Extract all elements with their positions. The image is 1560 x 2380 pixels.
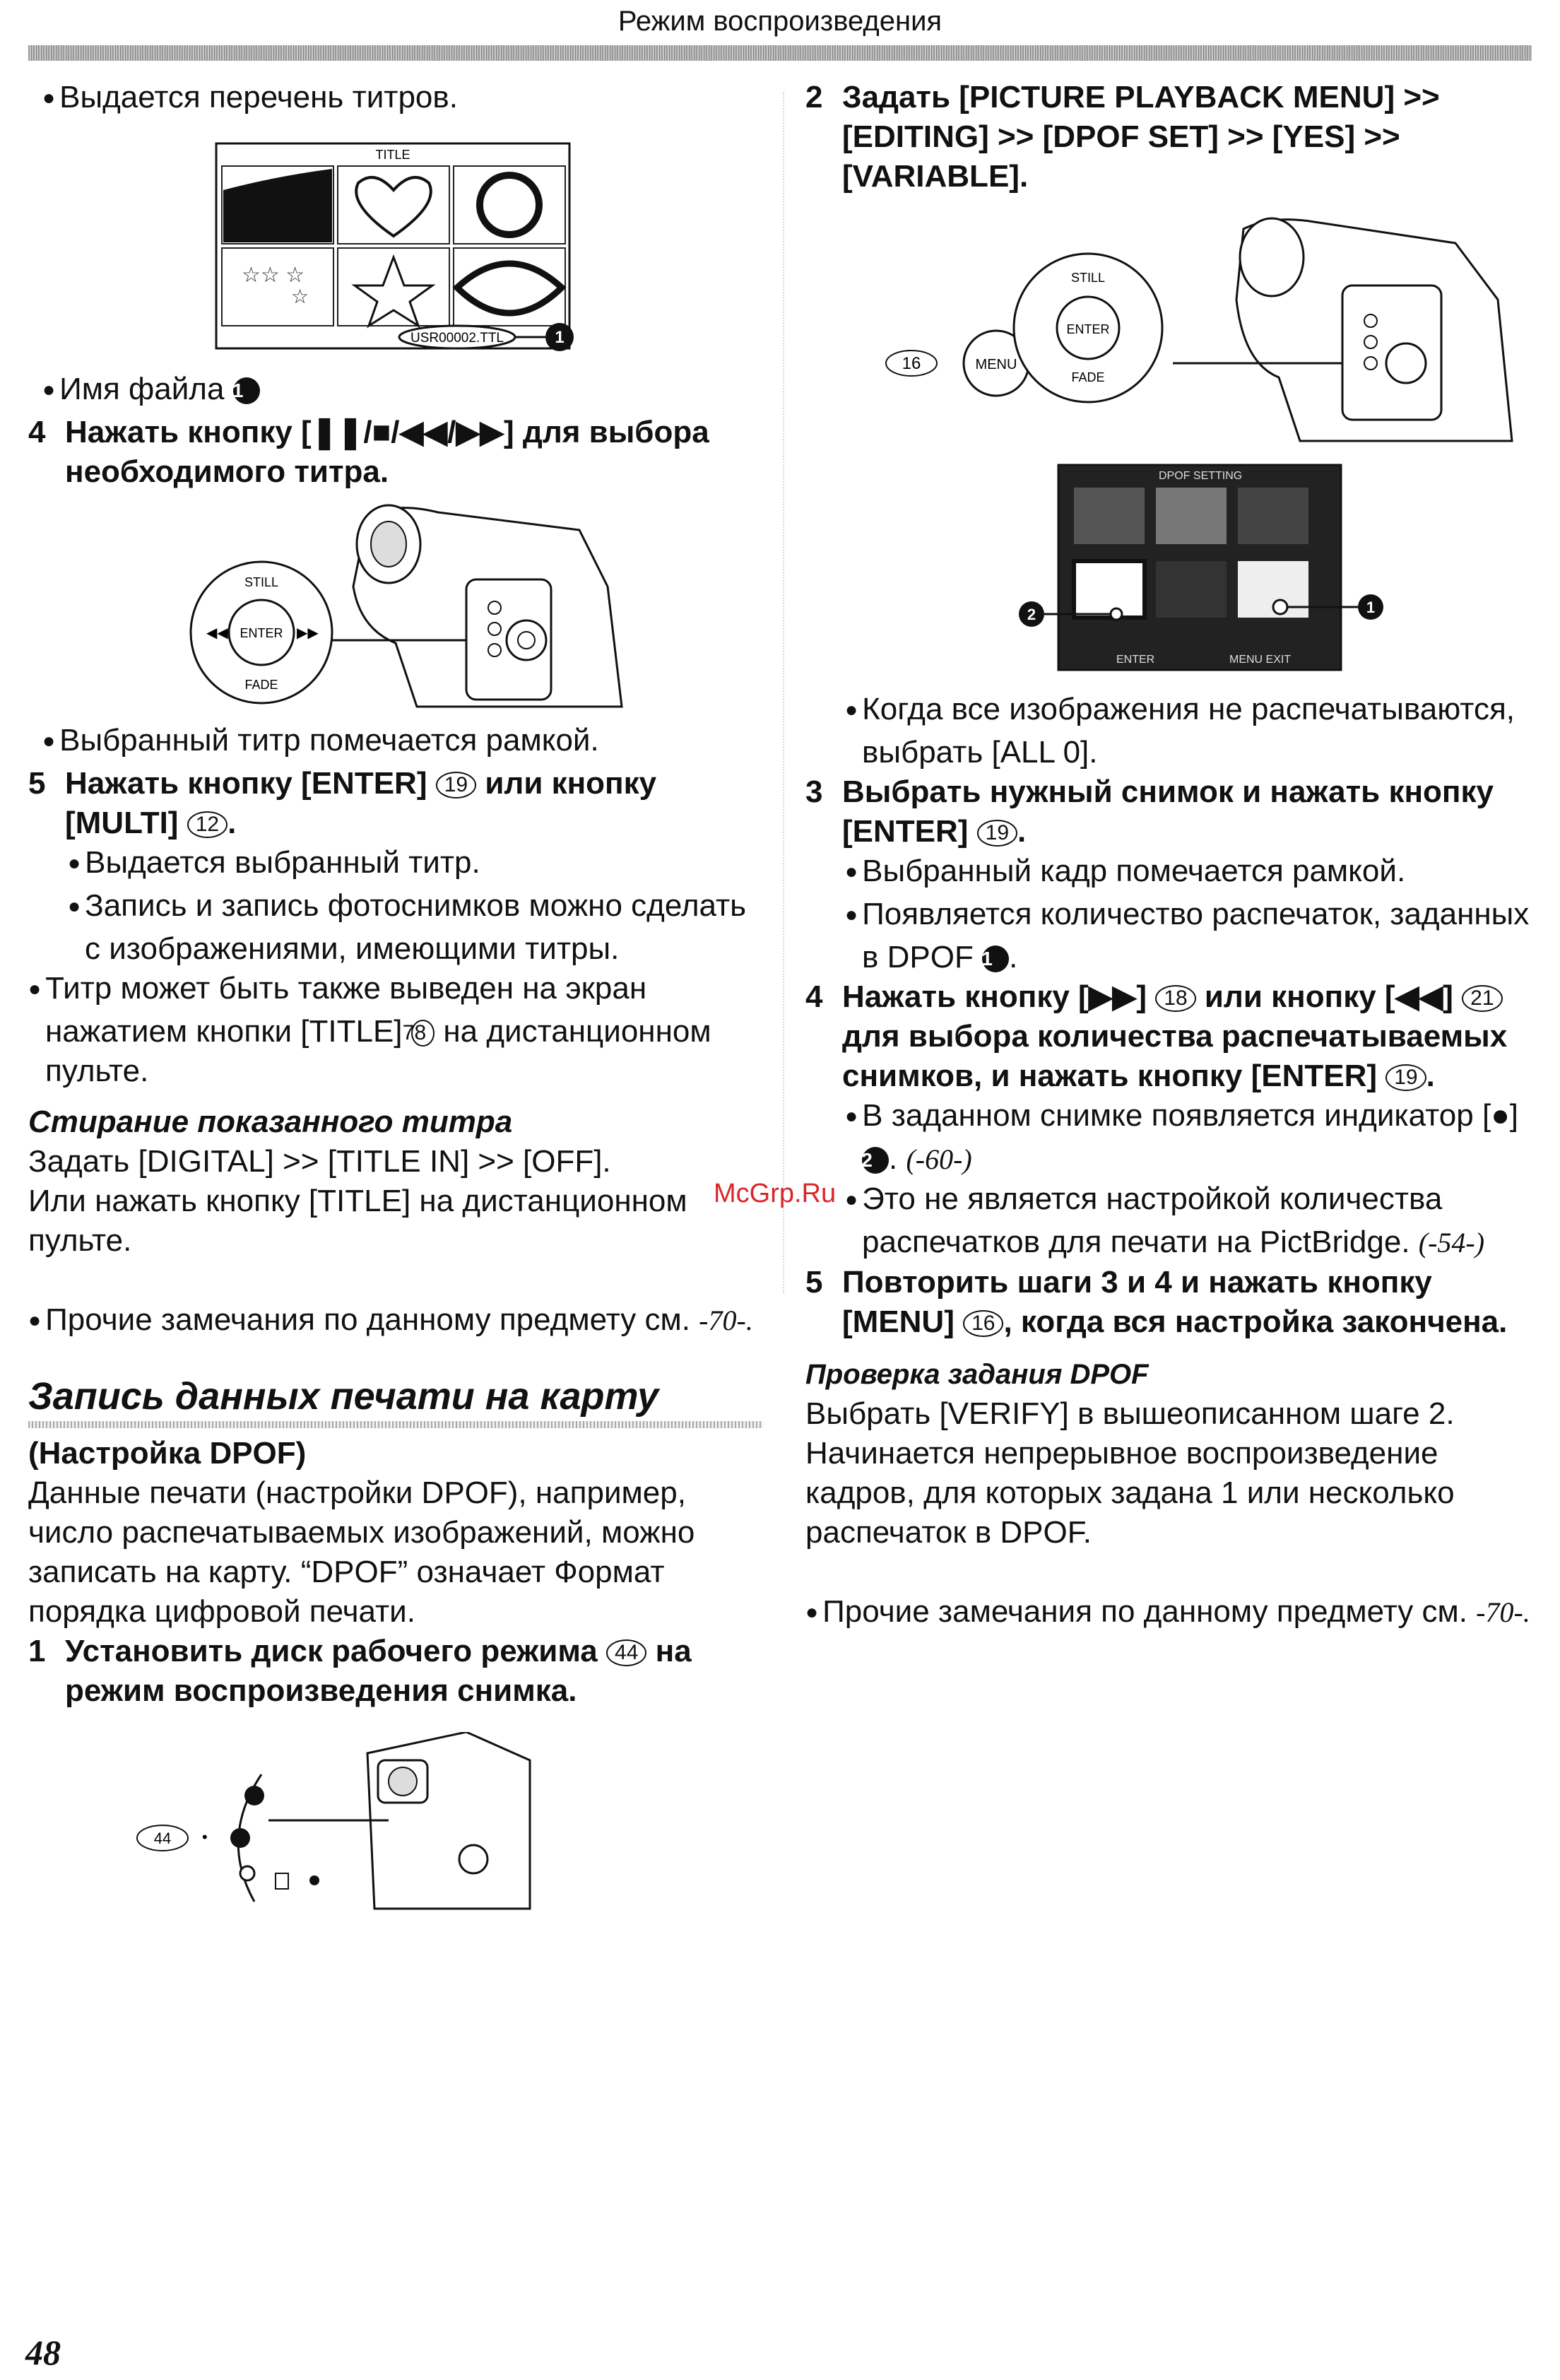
step-text-a: Нажать кнопку [ENTER] [65,766,427,801]
step-number: 5 [28,766,46,801]
rewind-icon: ◀◀ [206,625,228,641]
menu-label: MENU [975,357,1017,372]
camera-buttons-illustration [184,502,664,714]
notes-left [28,1300,763,1343]
step-number: 1 [28,1634,46,1668]
bullet-record: ● Запись и запись фотоснимков можно сделать с изображениями, имеющими титры. [28,886,763,969]
dpof-section [28,1372,763,1711]
header-rule [28,45,1532,61]
bullet-filename [28,370,763,413]
mode-dial-ref: 44 [153,1830,172,1847]
callout-2-icon: 2 [862,1147,889,1174]
bullet-remote [28,969,763,1091]
dpof-enter-label: ENTER [1116,654,1155,666]
bullet-count-text: Появляется количество распечаток, заданных в DPOF [862,897,1530,974]
page-ref: 16 [963,1310,1003,1337]
menu-button-figure [876,215,1540,448]
pictbridge-ref: (-54-) [1418,1227,1485,1259]
erase-line-1: Задать [DIGITAL] >> [TITLE IN] >> [OFF]. [28,1144,611,1179]
page-ref: 19 [977,820,1017,847]
section-paragraph: Данные печати (настройки DPOF), например, число распечатываемых изображений, можно записать на карту. “DPOF” означает Формат порядка цифровой печати. [28,1475,695,1629]
step-text-b: на режим воспроизведения снимка. [65,1634,692,1708]
erase-title: Стирание показанного титра [28,1104,513,1139]
bullet-frame: ● Выбранный кадр помечается рамкой. [805,852,1540,895]
page-ref: 12 [187,811,228,838]
step-text: Задать [PICTURE PLAYBACK MENU] >> [EDITING] >> [DPOF SET] >> [YES] >> [VARIABLE]. [842,80,1440,194]
step-5-left [28,764,763,843]
step-1-left [28,1632,763,1711]
column-divider [783,92,784,1293]
dpof-setting-screen [1017,462,1399,674]
fade-label: FADE [244,678,278,692]
verify-title: Проверка задания DPOF [805,1359,1149,1390]
bullet-pictbridge-text: Это не является настройкой количества распечатков для печати на PictBridge. [862,1182,1443,1259]
bullet-marked: ● Выбранный титр помечается рамкой. [28,721,763,764]
bullet-output: ● Выдается выбранный титр. [28,843,763,886]
step-3-right [805,772,1540,852]
bullet-titles-list: ● Выдается перечень титров. [28,78,763,121]
step-number: 5 [805,1265,823,1300]
svg-text:☆: ☆ [291,285,309,307]
step-text-end: . [228,806,237,840]
step-2-right [805,78,1540,196]
notes-text: Прочие замечания по данному предмету см. [45,1302,690,1337]
step-text-a: Нажать кнопку [▶▶] [842,979,1147,1014]
still-label: STILL [1070,271,1106,285]
title-list-figure [213,141,609,360]
svg-text:☆☆ ☆: ☆☆ ☆ [242,264,305,287]
step-text-end: . [1017,814,1027,849]
dpof-screen-figure [1017,462,1399,674]
step-number: 2 [805,80,823,114]
callout-1-right: 1 [1366,599,1376,616]
page-ref: 19 [436,772,476,799]
verify-paragraph: Выбрать [VERIFY] в вышеописанном шаге 2. Начинается непрерывное воспроизведение кадров, для которых задана 1 или несколько распечаток в DPOF. [805,1396,1455,1550]
title-label: TITLE [375,148,410,162]
notes-text: Прочие замечания по данному предмету см. [822,1594,1467,1629]
page-number: 48 [25,2333,61,2372]
step-5-right [805,1263,1540,1342]
bullet-pictbridge [805,1179,1540,1263]
step-4-left [28,413,763,492]
section-title: Запись данных печати на карту [28,1375,659,1418]
fade-label: FADE [1071,370,1105,384]
step-text-c: для выбора количества распечатываемых снимков, и нажать кнопку [ENTER] [842,1019,1508,1093]
bullet-remote-a: Титр может быть также выведен на экран нажатием кнопки [TITLE] [45,971,647,1049]
page-ref: 44 [606,1639,646,1666]
section-rule [28,1421,763,1428]
page-header-title: Режим воспроизведения [618,6,942,37]
callout-1: 1 [555,328,565,347]
step-text-b: или кнопку [◀◀] [1204,979,1453,1014]
bullet-filename-text: Имя файла [59,372,225,406]
bullet-remote-b: на дистанционном пульте. [45,1014,711,1088]
step-number: 4 [805,979,823,1014]
step-number: 4 [28,415,46,449]
page-ref: 78 [411,1020,435,1047]
step-number: 3 [805,774,823,809]
menu-ref: 16 [902,354,921,373]
step-text-b: , когда вся настройка закончена. [1003,1304,1508,1339]
section-subtitle: (Настройка DPOF) [28,1436,307,1471]
step-text-end: . [1426,1059,1435,1093]
indicator-ref: (-60-) [906,1143,972,1175]
notes-ref: -70-. [1476,1596,1530,1628]
step-text: Нажать кнопку [❚❚/■/◀◀/▶▶] для выбора необходимого титра. [65,415,709,489]
still-label: STILL [244,575,279,589]
page-ref: 18 [1155,985,1195,1012]
watermark: McGrp.Ru [714,1179,837,1208]
camera-buttons-figure [184,502,664,714]
step-text-a: Установить диск рабочего режима [65,1634,598,1668]
title-list-screen [213,141,609,360]
dpof-exit-label: MENU EXIT [1229,654,1292,666]
step-4-right [805,977,1540,1096]
erase-line-2: Или нажать кнопку [TITLE] на дистанционном пульте. [28,1184,687,1258]
mode-dial-illustration [134,1732,558,1916]
title-filename: USR00002.TTL [410,331,504,346]
bullet-all0: ● Когда все изображения не распечатываются, выбрать [ALL 0]. [805,690,1540,772]
notes-right [805,1592,1540,1635]
enter-label: ENTER [240,626,283,640]
bullet-count: ● Появляется количество распечаток, заданных в DPOF 1 . [805,895,1540,977]
callout-1-icon: 1 [982,945,1009,972]
mode-dial-figure [134,1732,558,1916]
step-text: Выбрать нужный снимок и нажать кнопку [ENTER] [842,774,1494,849]
bullet-indicator: ● В заданном снимке появляется индикатор [●] 2 . (-60-) [805,1096,1540,1179]
enter-label: ENTER [1066,322,1110,336]
menu-button-illustration [876,215,1540,448]
svg-text:•: • [202,1828,208,1846]
page-ref: 19 [1385,1064,1426,1091]
right-column [805,78,1540,1635]
callout-2: 2 [1027,606,1036,623]
step-text-a: Повторить шаги 3 и 4 и нажать кнопку [MENU] [842,1265,1432,1339]
step-text-b: или кнопку [MULTI] [65,766,657,840]
forward-icon: ▶▶ [297,625,319,641]
bullet-indicator-text: В заданном снимке появляется индикатор [●] [862,1098,1519,1133]
dpof-screen-title: DPOF SETTING [1159,470,1243,482]
left-column [28,78,763,1916]
callout-1-icon: 1 [233,377,260,404]
page-ref: 21 [1462,985,1502,1012]
notes-ref: -70-. [699,1304,753,1336]
